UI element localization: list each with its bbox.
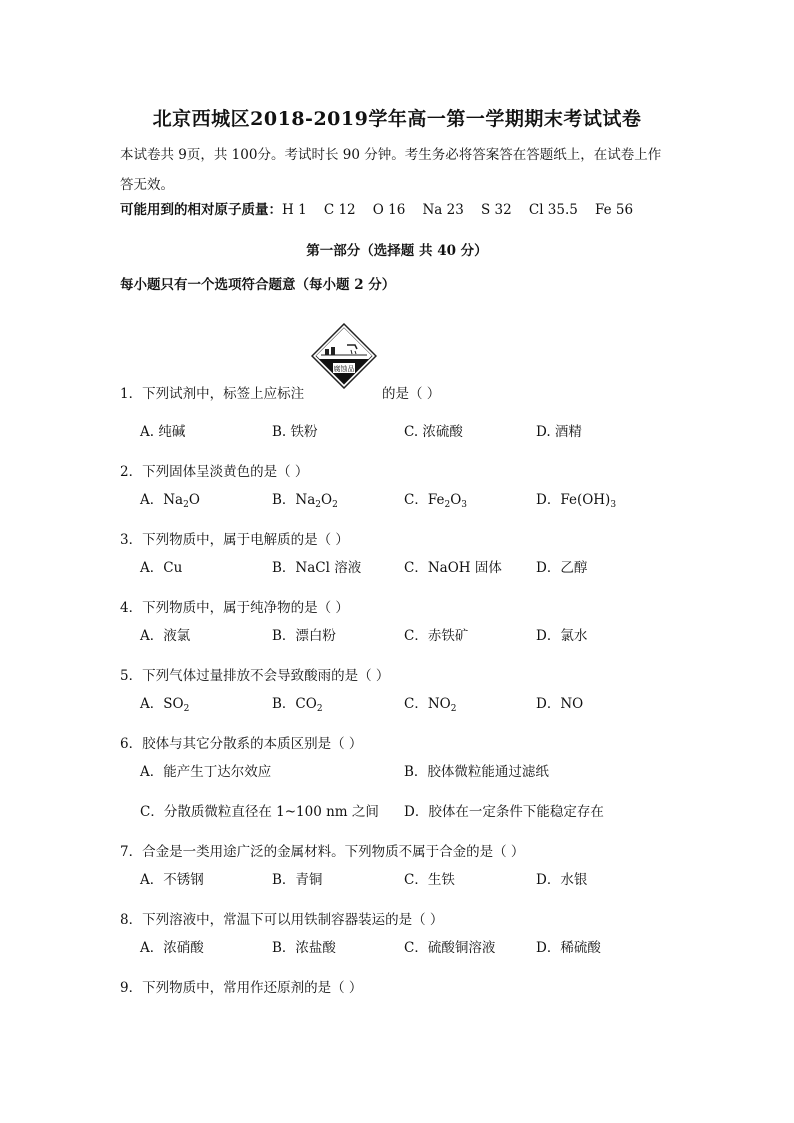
- question-8-option-a[interactable]: A．浓硝酸: [140, 940, 204, 956]
- intro-line-2: 答无效。: [120, 177, 174, 193]
- question-1-option-b[interactable]: B. 铁粉: [272, 424, 318, 440]
- atomic-mass-label: 可能用到的相对原子质量：: [120, 202, 282, 218]
- question-2-stem: 2．下列固体呈淡黄色的是（ ）: [120, 464, 309, 480]
- exam-title: 北京西城区2018-2019学年高一第一学期期末考试试卷: [152, 108, 642, 130]
- question-4-option-b[interactable]: B．漂白粉: [272, 628, 336, 644]
- corrosive-diamond-svg: [311, 323, 377, 389]
- question-2-option-d[interactable]: D．$Fe(OH)_3$: [536, 492, 617, 510]
- question-7-option-a[interactable]: A．不锈钢: [140, 872, 204, 888]
- question-5-stem: 5．下列气体过量排放不会导致酸雨的是（ ）: [120, 668, 390, 684]
- question-5-option-a[interactable]: A．$SO_2$: [140, 696, 190, 714]
- question-4-option-a[interactable]: A．液氯: [140, 628, 191, 644]
- question-7-option-c[interactable]: C．生铁: [404, 872, 455, 888]
- question-1-stem-part1: 1．下列试剂中，标签上应标注: [120, 386, 305, 402]
- question-3-option-c[interactable]: C．NaOH 固体: [404, 560, 502, 576]
- question-1-stem-part2: 的是（ ）: [382, 386, 441, 402]
- question-9-stem: 9．下列物质中，常用作还原剂的是（ ）: [120, 980, 363, 996]
- hazard-label-text: 腐蚀品: [333, 365, 355, 373]
- question-6-option-d[interactable]: D．胶体在一定条件下能稳定存在: [404, 804, 604, 820]
- question-7-option-b[interactable]: B．青铜: [272, 872, 323, 888]
- question-4-option-d[interactable]: D．氯水: [536, 628, 588, 644]
- question-8-option-c[interactable]: C．硫酸铜溶液: [404, 940, 496, 956]
- question-5-option-b[interactable]: B．$CO_2$: [272, 696, 323, 714]
- question-6-option-c[interactable]: C．分散质微粒直径在 1~100 nm 之间: [140, 804, 379, 820]
- question-6-option-a[interactable]: A．能产生丁达尔效应: [140, 764, 272, 780]
- question-1-stem: [120, 382, 304, 402]
- question-1-option-a[interactable]: A. 纯碱: [140, 424, 186, 440]
- question-8-option-b[interactable]: B．浓盐酸: [272, 940, 336, 956]
- question-2-option-b[interactable]: B．$Na_2O_2$: [272, 492, 338, 510]
- question-5-option-d[interactable]: D．NO: [536, 696, 584, 712]
- question-2-option-a[interactable]: A．$Na_2O$: [140, 492, 200, 510]
- atomic-mass-line: [120, 201, 633, 219]
- question-2-option-c[interactable]: C．$Fe_2O_3$: [404, 492, 467, 510]
- question-1-option-d[interactable]: D. 酒精: [536, 424, 582, 440]
- question-7-option-d[interactable]: D．水银: [536, 872, 588, 888]
- question-7-stem: 7．合金是一类用途广泛的金属材料。下列物质不属于合金的是（ ）: [120, 844, 525, 860]
- intro-line-1: 本试卷共 9页，共 100分。考试时长 90 分钟。考生务必将答案答在答题纸上，在试卷上作: [120, 147, 662, 163]
- corrosive-hazard-label-icon: [311, 323, 377, 389]
- question-3-option-a[interactable]: A．Cu: [140, 560, 183, 576]
- atomic-mass-values: H 1 C 12 O 16 Na 23 S 32 Cl 35.5 Fe 56: [282, 202, 634, 218]
- question-6-option-b[interactable]: B．胶体微粒能通过滤纸: [404, 764, 549, 780]
- section-title: 第一部分（选择题 共 40 分）: [306, 243, 488, 259]
- question-8-option-d[interactable]: D．稀硫酸: [536, 940, 601, 956]
- question-3-option-d[interactable]: D．乙醇: [536, 560, 588, 576]
- question-4-option-c[interactable]: C．赤铁矿: [404, 628, 469, 644]
- section-instruction: 每小题只有一个选项符合题意（每小题 2 分）: [120, 277, 396, 293]
- question-1-option-c[interactable]: C. 浓硫酸: [404, 424, 463, 440]
- question-6-stem: 6．胶体与其它分散系的本质区别是（ ）: [120, 736, 363, 752]
- question-8-stem: 8．下列溶液中，常温下可以用铁制容器装运的是（ ）: [120, 912, 444, 928]
- question-5-option-c[interactable]: C．$NO_2$: [404, 696, 457, 714]
- question-3-option-b[interactable]: B．NaCl 溶液: [272, 560, 362, 576]
- question-4-stem: 4．下列物质中，属于纯净物的是（ ）: [120, 600, 349, 616]
- question-3-stem: 3．下列物质中，属于电解质的是（ ）: [120, 532, 349, 548]
